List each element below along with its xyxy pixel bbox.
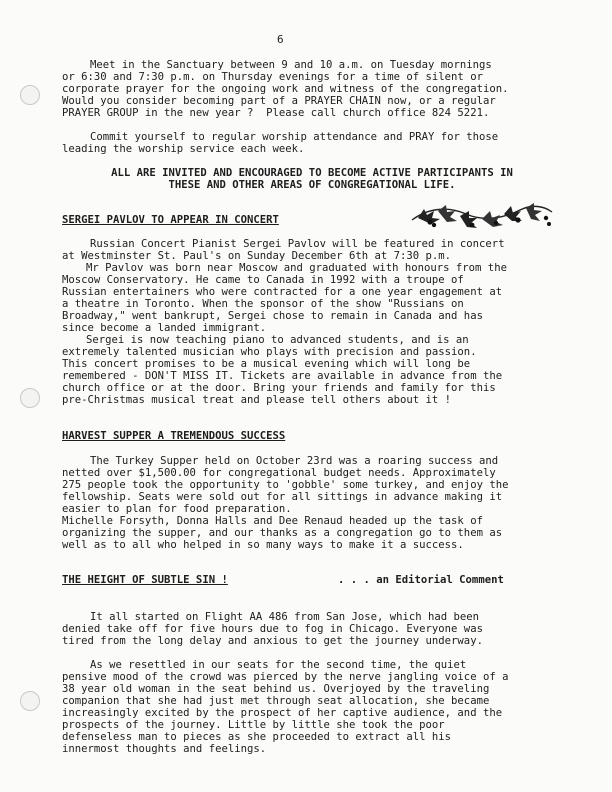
- text-line: Mr Pavlov was born near Moscow and graduated with honours from the: [86, 262, 507, 274]
- text-line: or 6:30 and 7:30 p.m. on Thursday evenings for a time of silent or: [62, 71, 483, 83]
- text-line: Michelle Forsyth, Donna Halls and Dee Renaud headed up the task of: [62, 515, 483, 527]
- invitation-notice: [62, 167, 562, 191]
- text-line: organizing the supper, and our thanks as a congregation go to them as: [62, 527, 503, 539]
- text-line: increasingly excited by the prospect of her captive audience, and the: [62, 707, 503, 719]
- editorial-heading: THE HEIGHT OF SUBTLE SIN !: [62, 574, 228, 586]
- text-line: ALL ARE INVITED AND ENCOURAGED TO BECOME ACTIVE PARTICIPANTS IN: [111, 167, 513, 179]
- text-line: Commit yourself to regular worship attendance and PRAY for those: [90, 131, 499, 143]
- concert-heading: SERGEI PAVLOV TO APPEAR IN CONCERT: [62, 214, 279, 226]
- text-line: denied take off for five hours due to fog in Chicago. Everyone was: [62, 623, 483, 635]
- text-line: Broadway," went bankrupt, Sergei chose to remain in Canada and has: [62, 310, 483, 322]
- text-line: leading the worship service each week.: [62, 143, 305, 155]
- holly-garland-illustration: [408, 198, 556, 232]
- harvest-article: [62, 455, 562, 551]
- text-line: This concert promises to be a musical evening which will long be: [62, 358, 471, 370]
- editorial-tag: . . . an Editorial Comment: [338, 574, 504, 586]
- text-line: The Turkey Supper held on October 23rd was a roaring success and: [90, 455, 499, 467]
- editorial-paragraph-1: [62, 611, 562, 647]
- binder-hole-top: [20, 85, 40, 105]
- text-line: Russian Concert Pianist Sergei Pavlov will be featured in concert: [90, 238, 505, 250]
- text-line: 38 year old woman in the seat behind us. Overjoyed by the traveling: [62, 683, 490, 695]
- text-line: a theatre in Toronto. When the sponsor of the show "Russians on: [62, 298, 464, 310]
- text-line: well as to all who helped in so many ways to make it a success.: [62, 539, 464, 551]
- binder-hole-middle: [20, 388, 40, 408]
- text-line: corporate prayer for the ongoing work and witness of the congregation.: [62, 83, 509, 95]
- text-line: easier to plan for food preparation.: [62, 503, 292, 515]
- text-line: Meet in the Sanctuary between 9 and 10 a.m. on Tuesday mornings: [90, 59, 492, 71]
- text-line: Russian entertainers who were contracted for a one year engagement at: [62, 286, 503, 298]
- text-line: PRAYER GROUP in the new year ? Please call church office 824 5221.: [62, 107, 490, 119]
- text-line: fellowship. Seats were sold out for all sittings in advance making it: [62, 491, 503, 503]
- harvest-heading: HARVEST SUPPER A TREMENDOUS SUCCESS: [62, 430, 286, 442]
- text-line: since become a landed immigrant.: [62, 322, 267, 334]
- text-line: It all started on Flight AA 486 from San Jose, which had been: [90, 611, 480, 623]
- text-line: netted over $1,500.00 for congregational budget needs. Approximately: [62, 467, 496, 479]
- text-line: remembered - DON'T MISS IT. Tickets are available in advance from the: [62, 370, 503, 382]
- text-line: THESE AND OTHER AREAS OF CONGREGATIONAL LIFE.: [168, 179, 456, 191]
- text-line: church office or at the door. Bring your friends and family for this: [62, 382, 496, 394]
- commit-paragraph: [62, 131, 562, 155]
- text-line: Would you consider becoming part of a PRAYER CHAIN now, or a regular: [62, 95, 496, 107]
- text-line: prospects of the journey. Little by little she took the poor: [62, 719, 445, 731]
- text-line: 275 people took the opportunity to 'gobble' some turkey, and enjoy the: [62, 479, 509, 491]
- page-number: 6: [277, 33, 284, 46]
- text-line: Sergei is now teaching piano to advanced students, and is an: [86, 334, 469, 346]
- concert-article: [62, 238, 562, 406]
- text-line: extremely talented musician who plays with precision and passion.: [62, 346, 477, 358]
- text-line: defenseless man to pieces as she proceeded to extract all his: [62, 731, 452, 743]
- text-line: As we resettled in our seats for the second time, the quiet: [90, 659, 467, 671]
- text-line: pre-Christmas musical treat and please tell others about it !: [62, 394, 452, 406]
- binder-hole-bottom: [20, 691, 40, 711]
- text-line: companion that she had just met through seat allocation, she became: [62, 695, 490, 707]
- text-line: pensive mood of the crowd was pierced by the nerve jangling voice of a: [62, 671, 509, 683]
- prayer-paragraph: [62, 59, 562, 119]
- text-line: tired from the long delay and anxious to get the journey underway.: [62, 635, 483, 647]
- text-line: at Westminster St. Paul's on Sunday December 6th at 7:30 p.m.: [62, 250, 452, 262]
- editorial-paragraph-2: [62, 659, 562, 755]
- text-line: innermost thoughts and feelings.: [62, 743, 267, 755]
- text-line: Moscow Conservatory. He came to Canada in 1992 with a troupe of: [62, 274, 464, 286]
